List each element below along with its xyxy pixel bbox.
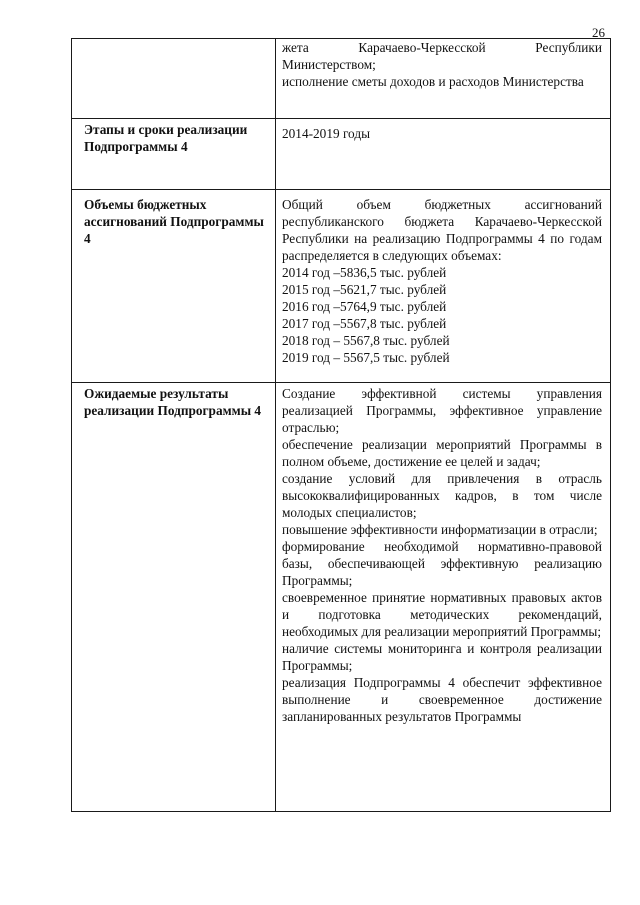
content-paragraph: формирование необходимой нормативно-правовой базы, обеспечивающей эффективную реализацию Программы; (282, 539, 602, 588)
table-row (72, 119, 611, 190)
subprogram-passport-table (71, 38, 611, 812)
content-paragraph: своевременное принятие нормативных правовых актов и подготовка методических рекомендаций, необходимых для реализации мероприятий Программы; (282, 590, 602, 639)
content-paragraph: создание условий для привлечения в отрасль высококвалифицированных кадров, в том числе молодых специалистов; (282, 471, 602, 520)
row-label: Этапы и сроки реализации Подпрограммы 4 (72, 119, 276, 190)
content-paragraph: исполнение сметы доходов и расходов Министерства (282, 74, 584, 89)
row-content (276, 39, 611, 119)
row-label: Объемы бюджетных ассигнований Подпрограммы 4 (72, 190, 276, 383)
table-row (72, 39, 611, 119)
budget-year-line: 2014 год –5836,5 тыс. рублей (282, 265, 447, 280)
budget-year-line: 2018 год – 5567,8 тыс. рублей (282, 333, 450, 348)
content-paragraph: обеспечение реализации мероприятий Программы в полном объеме, достижение ее целей и задач; (282, 437, 602, 469)
budget-year-line: 2017 год –5567,8 тыс. рублей (282, 316, 447, 331)
row-label (72, 39, 276, 119)
content-paragraph: жета Карачаево-Черкесской Республики Министерством; (282, 40, 602, 72)
content-paragraph: Общий объем бюджетных ассигнований республиканского бюджета Карачаево-Черкесской Республики на реализацию Подпрограммы 4 по годам распределяется в следующих объемах: (282, 197, 602, 263)
content-paragraph: 2014-2019 годы (282, 126, 371, 141)
content-paragraph: Создание эффективной системы управления реализацией Программы, эффективное управление отраслью; (282, 386, 602, 435)
table-row (72, 190, 611, 383)
content-paragraph: наличие системы мониторинга и контроля реализации Программы; (282, 641, 602, 673)
row-content (276, 119, 611, 190)
row-content (276, 383, 611, 812)
table-row (72, 383, 611, 812)
content-paragraph: повышение эффективности информатизации в отрасли; (282, 522, 598, 537)
page-number: 26 (592, 25, 605, 40)
row-content (276, 190, 611, 383)
budget-year-line: 2015 год –5621,7 тыс. рублей (282, 282, 447, 297)
content-paragraph: реализация Подпрограммы 4 обеспечит эффективное выполнение и своевременное достижение запланированных результатов Программы (282, 675, 602, 724)
budget-year-line: 2019 год – 5567,5 тыс. рублей (282, 350, 450, 365)
row-label: Ожидаемые результаты реализации Подпрограммы 4 (72, 383, 276, 812)
budget-year-line: 2016 год –5764,9 тыс. рублей (282, 299, 447, 314)
